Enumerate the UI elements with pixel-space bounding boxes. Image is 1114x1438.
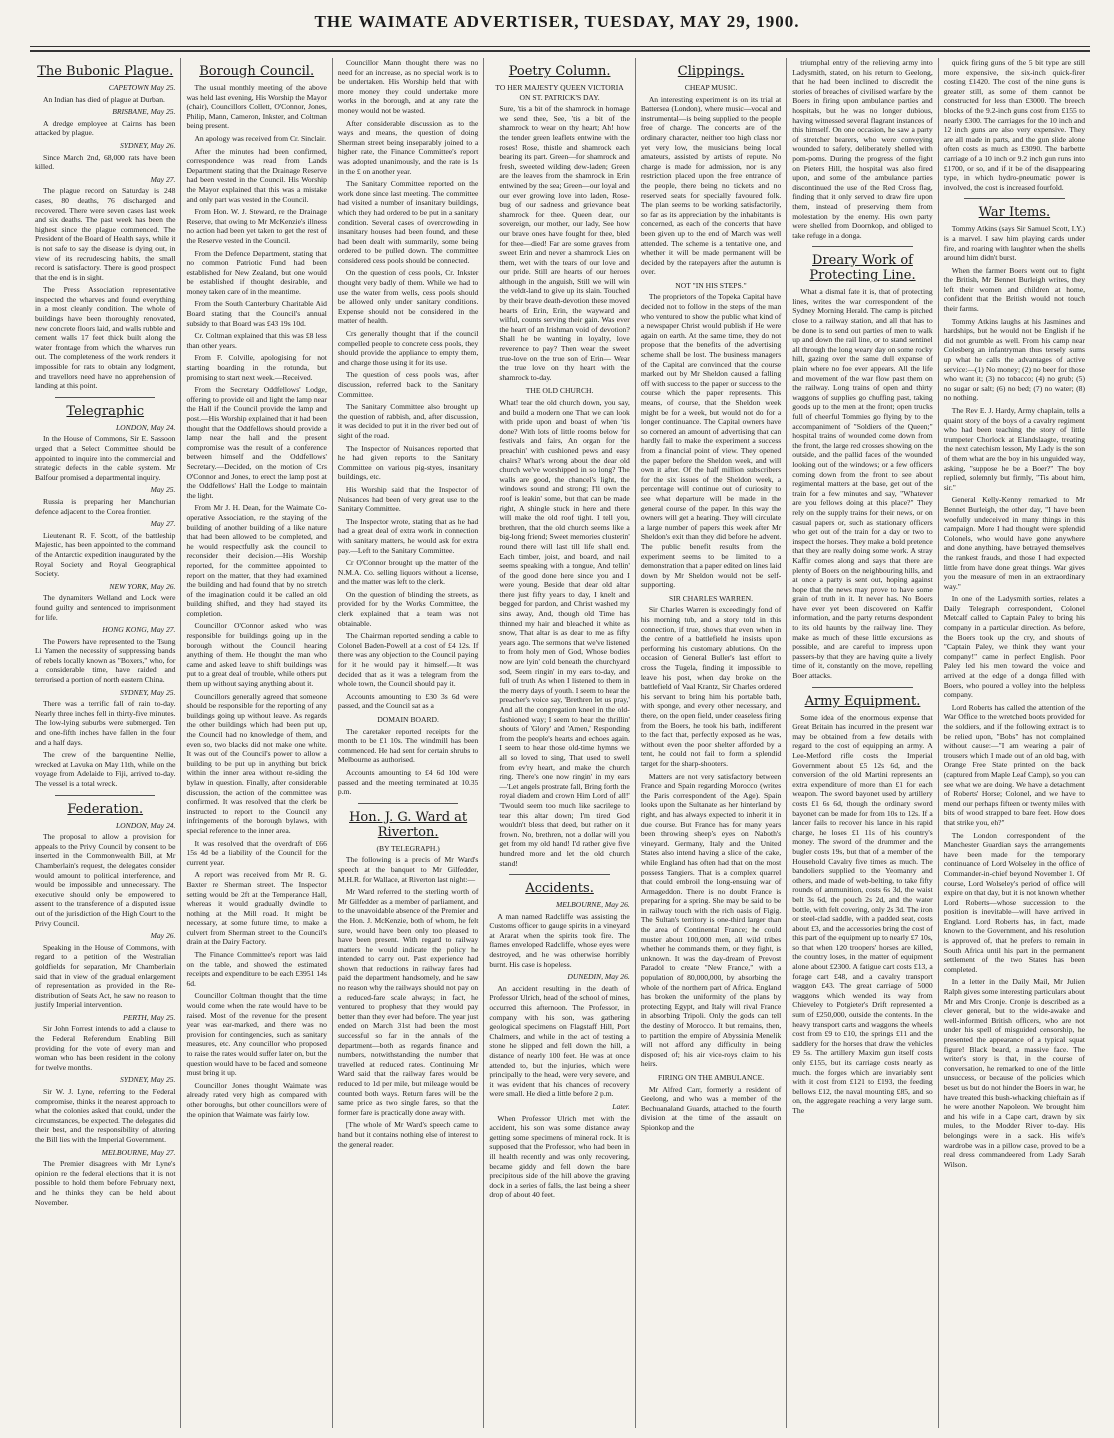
- paragraph: Russia is preparing her Manchurian defence adjacent to the Corea frontier.: [35, 496, 176, 516]
- paragraph: After the minutes had been confirmed, correspondence was read from Lands Department stating that the Drainage Reserve had been vested in the Council. His Worship the Mayor explained that this was a mistake and only part was vested in the Council.: [186, 146, 327, 204]
- dateline: PERTH, May 25.: [123, 1012, 176, 1022]
- masthead-rule: [30, 46, 1090, 47]
- article-heading: Poetry Column.: [508, 64, 611, 79]
- subheading: TO HER MAJESTY QUEEN VICTORIA ON ST. PATRICK'S DAY.: [495, 83, 624, 102]
- dateline: LONDON, May 24.: [115, 820, 176, 830]
- paragraph: In one of the Ladysmith sorties, relates a Daily Telegraph correspondent, Colonel Metcalf called to Captain Paley to bring his company in a particular direction. As before, the Boers took up the cry, and shouts of "Captain Paley, we think they want your company!" came in perfect English. Poor Paley led his men toward the voice and arrived at the edge of a donga filled with Boers, who poured a volley into the helpless company.: [943, 594, 1086, 700]
- article-body: [641, 83, 781, 1133]
- article-heading: Dreary Work of Protecting Line.: [809, 253, 916, 284]
- paragraph: Accounts amounting to £30 3s 6d were passed, and the Council sat as a: [337, 691, 479, 711]
- masthead-rule-double: [30, 50, 1090, 52]
- paragraph: Some idea of the enormous expense that Great Britain has incurred in the present war may be obtained from a few details with regard to the cost of equipping an army. A Lee-Metford rifle costs the Imperial Government about £5 12s 6d, and the conversion of the old Martini represents an extra expenditure of more than £1 for each weapon. The sword bayonet used by artillery costs £1 6s 6d, though the ordinary sword bayonet can be made for from 10s to 12s. If a lancer fails to recover his lance in his rapid charge, he loses £1 11s of his country's money. The sword of the drummer and the bugler costs 19s, but that of a member of the Household Cavalry five times as much. The bandoliers supplied to the Yeomanry and others, and made of web-belting, to take fifty rounds of ammunition, costs 6s 3d, the waist belt 3s 6d, the pouch 2s 2d, and the water bottle, with felt covering, only 2s 3d. The iron or steel-clad saddle, with a padded seat, costs about £3, and the accessories bring the cost of this part of the equipment up to nearly £7 10s, so that when 120 troopers' horses are killed, the country loses, in the matter of equipment alone about £2300. A fatigue cart costs £13, a forage cart £48, and a cavalry transport waggon £43. The great carriage of 5000 waggons which wended its way from Chieveley to Potgieter's Drift represented a sum of £250,000, outside the contents. In the heavy transport carts and waggons the wheels cost from £9 to £10, the springs £11 and the saddlery for the horses that draw the vehicles £9 5s. The artillery Maxim gun itself costs only £155, but its carriage costs nearly as much. the forges which are invariably sent with it cost from £121 to £193, the feeding bellows £12, the naval mounting £85, and so on, the aggregate reaching a very large sum. The: [792, 712, 933, 1115]
- paragraph: On the question of cess pools, Cr. Inkster thought very badly of them. While we had to use the water from wells, cess pools should be allowed only under sanitary conditions. Expense should not be considered in the matter of health.: [337, 268, 479, 326]
- article-body: [792, 58, 932, 240]
- article-heading: War Items.: [978, 205, 1051, 221]
- column-5: [636, 58, 787, 1428]
- article-body: [35, 821, 175, 1208]
- paragraph: The proprietors of the Topeka Capital have decided not to follow in the steps of the man who ventured to show the public what kind of a newspaper Christ would publish if He were again on earth. At the same time, they do not propose that the benefits of the advertising scheme shall be lost. The business managers of the Capital are convinced that the course marked out by Mr Sheldon caused a falling off with success to the paper or success to the course which the paper represents. This means, of course, that the Sheldon week might be for a week, but would not do for a longer continuance. The Capital owners have so cornered an amount of advertising that can hardly fail to make the experiment a success from a financial point of view. They opened the paper before the Sheldon week, and will own it after. Of the half million subscribers for the six issues of the Sheldon week, a percentage will continue out of curiosity to see what departure will be made in the general course of the paper. In this way the owners will get a hearing. They will circulate a large number of papers this week after Mr Sheldon's exit than they did before he advent. The public benefit results from the experiment seems to be limited to a demonstration that a paper edited on lines laid down by Mr Sheldon would not be self-supporting.: [640, 292, 782, 590]
- article-separator: [812, 687, 912, 688]
- article-body: [338, 844, 478, 1149]
- paragraph: Cr. Coltman explained that this was £8 less than other years.: [186, 331, 327, 350]
- paragraph: What a dismal fate it is, that of protecting lines, writes the war correspondent of the Sydney Morning Herald. The camp is pitched close to a railway station, and all that has to be done is to send out parties of men to walk up and down the rail line, or to stand sentinel all through the long weary day on some rocky hill, gazing over the same dull expanse of plain where no foe ever appears. All the life and movement of the war flow past them on the railway. Long trains of open and thirty waggons of supplies go chuffing past, taking goods up to the men at the front; open trucks full of cheerful Tommies go flying by to the accompaniment of "Soldiers of the Queen;" hospital trains of wounded come down from the front, the large red crosses showing on the outside, and the pallid faces of the wounded looking out of the windows; or a few officers coming down from the front to see about regimental matters at the base, get out of the train for a few minutes and say, "Whatever are you fellows doing at this place?" They rely on the supply trains for their news, or on casual papers or, such as stationary officers who get out of the train for a day or two to inspect the horses. They make a bold pretence that they are really doing some work. A stray Kaffir comes along and says that there are plenty of Boers on the neighbouring hills, and at once a party is sent out, hoping against hope that the news may prove to have some grain of truth in it. It never has. No Boers have ever yet been discovered on Kaffir information, and the party returns despondent to its old haunts by the railway line. They make as much of these little excursions as possible, and are careful to impress upon passers-by that they are having quite a lively time of it, constantly on the move, repelling Boer attacks.: [792, 287, 933, 681]
- paragraph: Cr O'Connor brought up the matter of the N.M.A. Co. selling liquors without a license, and the matter was left to the clerk.: [337, 558, 479, 587]
- paragraph: The plague record on Saturday is 248 cases, 80 deaths, 76 discharged and recovered. There were seven cases last week and six deaths. The past week has been the highest since the plague commenced. The President of the Board of Health says, while it is not safe to say the disease is dying out, in view of its recrudescing habits, the small record is satisfactory. There is good prospect that the end is in sight.: [35, 186, 176, 282]
- paragraph: His Worship said that the Inspector of Nuisances had been of very great use to the Sanitary Committee.: [337, 484, 479, 514]
- paragraph: The Chairman reported sending a cable to Colonel Baden-Powell at a cost of £4 12s. If there was any objection to the Council paying for it he would pay it himself.—It was decided that as it was a telegram from the whole town, the Council should pay it.: [337, 631, 479, 689]
- paragraph: [The whole of Mr Ward's speech came to hand but it contains nothing else of interest to the general reader.: [337, 1120, 479, 1149]
- dateline: May 25.: [150, 485, 176, 495]
- paragraph: Since March 2nd, 68,000 rats have been killed.: [35, 152, 176, 172]
- section-subtitle: NOT "IN HIS STEPS.": [675, 280, 747, 290]
- paragraph: An accident resulting in the death of Professor Ulrich, head of the school of mines, occurred this afternoon. The Professor, in company with his son, was gathering geological specimens on Flagstaff Hill, Port Chalmers, and while in the act of testing a stone he slipped and fell down the hill, a distance of nearly 100 feet. He was at once attended to, but the injuries, which were principally to the head, were very severe, and it was evident that his chances of recovery were small. He died a little before 2 p.m.: [489, 983, 630, 1099]
- poem: [489, 398, 629, 868]
- paragraph: Councillor O'Connor asked who was responsible for buildings going up in the borough without the Council hearing anything of them. He thought the man who came and asked leave to shift buildings was put to a great deal of trouble, while others put them up without saying anything about it.: [186, 621, 327, 689]
- dateline: BRISBANE, May 25.: [112, 107, 176, 117]
- column-1: [30, 58, 181, 1428]
- paragraph: Sir W. J. Lyne, referring to the Federal compromise, thinks it the nearest approach to what the colonies asked that could, under the circumstances, be expected. The delegates did their best, and the responsibility of altering the Bill lies with the Imperial Government.: [35, 1087, 176, 1144]
- paragraph: The Press Association representative inspected the wharves and found everything in a most cleanly condition. The whole of buildings have been thoroughly renovated, new concrete floors laid, and walls rubble and cement walls 17 feet thick built along the water frontage from which the wharves run out. The completeness of the work renders it impossible for rats to obtain any lodgment, and travellors need have no apprehension of landing at this point.: [35, 285, 176, 391]
- dateline: DUNEDIN, May 26.: [567, 972, 630, 982]
- paragraph: The proposal to allow a provision for appeals to the Privy Council by consent to be inserted in the Commonwealth Bill, at Mr Chamberlain's request, the delegates consider would amount to political interference, and would be impossible and unnecessary. The executive should only be empowered to assent to the transference of a disputed issue out of the jurisdiction of the High Court to the Privy Council.: [35, 832, 176, 928]
- dateline: SYDNEY, May 25.: [120, 687, 176, 697]
- article-separator: [55, 397, 155, 398]
- paragraph: The following is a precis of Mr Ward's speech at the banquet to Mr Gilfedder, M.H.R. for Wallace, at Riverton last night:—: [337, 855, 479, 884]
- dateline: MELBOURNE, May 27.: [101, 1147, 176, 1157]
- article-separator: [509, 874, 609, 875]
- poem-text: Sure, 'tis a bit of the shamrock in homage we send thee, See, 'tis a bit of the shamrock to wear on thy heart; Ah! how the tender green leaflets entwine with the roses! Rose, thistle and shamrock each bearing its part. Green—for shamrock and fresh, sweeted wilding dew-laden; Green are the leaves from the shamrock in Erin entwined by the sea; Green—our loyal and our ever growing love into laden, Rose-bug of our sadness and grievance beat shamrock for thee. Queen dear, our sovereign, our mother, our lady, See how our brave ones have fought for thee, bled for thee—died! Far are some graves from sweet Erin and never a shamrock Lies on them, wet with the tears of our love and our pride. Still are hearts of our heroes although in the anguish, Still we will win the veldt-land to give up its slain. Touched by their brave death-devotion these moved hearts of Erin, Erin, the wayward and wilful, counts serving their gain. Was ever the heart of an Irishman void of devotion? Shall he be wanting in loyalty, love reverence to pay? Then wear the sweet true-love on the true son of Erin— Wear the true love on thy heart with the shamrock to-day.: [499, 104, 630, 382]
- column-3: [333, 58, 484, 1428]
- column-2: [181, 58, 332, 1428]
- paragraph: There was a terrific fall of rain to-day. Nearly three inches fell in thirty-five minutes. The low-lying suburbs were submerged. Ten and one-fifth inches have fallen in the four and a half days.: [35, 699, 176, 747]
- article-body: [338, 58, 478, 797]
- dateline: May 27.: [150, 519, 176, 529]
- paragraph: Crs generally thought that if the council compelled people to concrete cess pools, they should provide the appliance to empty them, and charge those using it for its use.: [337, 329, 479, 367]
- poem: [489, 104, 629, 382]
- paragraph: Speaking in the House of Commons, with regard to a petition of the Westralian goldfields for separation, Mr Chamberlain said that in view of the gradual enlargement of representation as provided in the Re-distribution of Seats Act, he saw no reason to justify Imperial intervention.: [35, 942, 176, 1010]
- paragraph: Councillors generally agreed that someone should be responsible for the reporting of any buildings going up without leave. As regards the other buildings which had been put up, the Council had no knowledge of them, and even so, two blacks did not make one white. It was out of the Council's power to allow a building to be put up in anything but brick within the inner area without re-siding the bylaw in question. Finally, after considerable discussion, the action of the committee was confirmed. It was resolved that the clerk be instructed to report to the Council any infringements of the borough bylaws, with special reference to the inner area.: [186, 691, 327, 835]
- article-heading: Telegraphic: [66, 403, 145, 419]
- paragraph: When Professor Ulrich met with the accident, his son was some distance away getting some specimens of mineral rock. It is supposed that the Professor, who had been in ill health recently and was only recovering, became giddy and fell down the bare precipitous side of the hill above the graving dock in a series of falls, the last being a sheer drop of about 40 feet.: [489, 1113, 630, 1200]
- section-subtitle: FIRING ON THE AMBULANCE.: [657, 1072, 765, 1082]
- article-heading: Clippings.: [677, 64, 745, 79]
- article-heading: Army Equipment.: [804, 693, 921, 709]
- paragraph: Tommy Atkins laughs at his Jasmines and hardships, but he would not be English if he did not grumble as well. From his camp near Colesberg an infantryman thus tersely sums up what he calls the advantages of active service:—(1) No money; (2) no beer for those who want it; (3) no tobacco; (4) no grub; (5) no sugar or salt; (6) no bed; (7) no water; (8) no nothing.: [943, 316, 1086, 403]
- paragraph: An apology was received from Cr. Sinclair.: [194, 133, 327, 143]
- paragraph: After considerable discussion as to the ways and means, the question of doing Sherman street being inseparably joined to a higher rate, the Finance Committee's report was adopted unanimously, and the rate is 1s in the £ on another year.: [337, 118, 479, 176]
- paragraph: Lieutenant R. F. Scott, of the battleship Majestic, has been appointed to the command of the Antarctic expedition inaugurated by the Royal Society and Royal Geographical Society.: [35, 530, 176, 579]
- poem-text: What! tear the old church down, you say, and build a modern one That we can look with pride upon and boast of when 'tis done? With lots of little rooms below for festivals and fairs, An organ for the preachin' with cushioned pews and easy chairs? What's wrong about the dear old church we've worshipped in so long? The walls are good, the chancel's light, the windows sound and strong; I'll own the roof is leakin' some, but that can be made right, A shingle stuck in here and there will make the old roof tight. I tell you, brethren, that the old church seems like a big-long friend; Sweet memories clusterin' round there will last till life shall end. Each timber, joist, and board, and nail seems speaking with a tongue, And tellin' of the good done here since you and I were young. Beside that dear old altar there just fifty years to day, I knelt and begged for pardon, and Christ washed my sins away, And, though old Time has thinned my hair and bleached it white as snow, That altar is as dear to me as fifty years ago. The sermons that we've listened to from holy men of God, Whose bodies now are lyin' cold beneath the churchyard sod, Seem ringin' in my ears to-day, and full of truth As when I listened to them in the merry days of youth. I seem to hear the preacher's voice say, 'Brethren let us pray,' And all the congregation kneel in the old-fashioned way; I seem to hear the thrillin' shouts of 'Glory' and 'Amen,' Responding from the people's hearts and echoes again. I seem to hear those old-time hymns we all so loved to sing, That used to swell from ev'ry heart, and make the church ring. There's one now ringin' in my ears—'Let angels prostrate fall, Bring forth the royal diadem and crown Him Lord of all!' 'Twould seem too much like sacrilege to tear this altar down; I'm tired God wouldn't bless that deed, but rather on it frown. No, brethren, not a dollar will you get from my old hand! I'd rather give five hundred more and let the old church stand!: [499, 398, 630, 868]
- paragraph: In a letter in the Daily Mail, Mr Julien Ralph gives some interesting particulars about Mr and Mrs Cronje. Cronje is described as a clever general, but to the wide-awake and well-informed British officers, who are not under his spell of misguided censorship, he presented the appearance of a typical squat figure! Black beard, a massive face. The writer's story is that, in the course of conversation, he remarked to one of the little unsuccess, or because of the policies which beset us but do not hinder the Boers in war, he have treated this bush-whacking chieftain as if he were another Napoleon. We brought him and his wife in a Cape cart, drawn by six mules, to the Modder River to-day. His belongings were in a sack. His wife's wardrobe was in a pillow case, proved to be a real dress commandeered from Lady Sarah Wilson.: [943, 977, 1086, 1169]
- dateline: LONDON, May 24.: [115, 422, 176, 432]
- article-body: [489, 900, 629, 1200]
- dateline: May 26.: [150, 931, 176, 941]
- paragraph: The Finance Committee's report was laid on the table, and showed the estimated receipts and expenditure to be each £3951 14s 6d.: [186, 950, 327, 988]
- paragraph: Councillor Mann thought there was no need for an increase, as no special work is to be undertaken. His Worship held that with more money they could undertake more works in the borough, and at any rate the money would not be wasted.: [337, 58, 479, 115]
- article-body: [35, 423, 175, 789]
- section-subtitle: CHEAP MUSIC.: [684, 83, 738, 92]
- dateline: NEW YORK, May 26.: [109, 581, 176, 591]
- article-separator: [55, 795, 155, 796]
- paragraph: quick firing guns of the 5 bit type are still more expensive, the six-inch quick-firer costing £1420. The cost of the nine guns is greater still, as some of them cannot be constructed for less than £3000. The breech blocks of the 9.2-inch guns cost from £155 to nearly £300. The carriages for the 10 inch and 12 inch guns are also very expensive. They are all made in parts, and the gun slide alone often costs as much as £3090. The barbette carriage of a 10 inch or 9.2 inch gun runs into £1700, or so, and if it be of the disappearing type, in which hydro-pneumatic power is involved, the cost is increased fourfold.: [943, 58, 1086, 192]
- paragraph: Tommy Atkins (says Sir Samuel Scott, I.Y.) is a marvel. I saw him playing cards under fire, and roaring with laughter when the shells around him didn't burst.: [943, 224, 1086, 263]
- column-7: [939, 58, 1090, 1428]
- article-body: [35, 83, 175, 391]
- paragraph: From the Secretary Oddfellows' Lodge, offering to provide oil and light the lamp near the Hall if the Council provide the lamp and post.—His Worship explained that it had been thought that the Oddfellows should provide a lamp near the hall and the present compromise was the result of a conference between himself and the Oddfellows' Secretary.—Decided, on the motion of Crs O'Connor and Jones, to erect the lamp post at the Oddfellows' Hall the Lodge to maintain the light.: [186, 385, 327, 500]
- dateline: May 27.: [150, 174, 176, 184]
- paragraph: From the South Canterbury Charitable Aid Board stating that the Council's annual subsidy to that Board was £43 19s 10d.: [186, 299, 327, 328]
- paragraph: The crew of the barquentine Nellie, wrecked at Lavuka on May 11th, while on the voyage from Adelaide to Fiji, arrived to-day. The vessel is a total wreck.: [35, 750, 176, 788]
- paragraph: The usual monthly meeting of the above was held last evening, His Worship the Mayor (chair), Councillors Collett, O'Connor, Jones, Philip, Mann, Cameron, Inkster, and Coltman being present.: [186, 83, 327, 131]
- paragraph: Lord Roberts has called the attention of the War Office to the wretched boots provided for the soldiers, and if the following extract is to be relied upon, "Bobs" has not complained without cause:—"I am wearing a pair of trousers which I made out of an old bag, with Orange Free State printed on the back (captured from Maple Leaf Camp), so you can see what we are doing. We have a detachment of Roberts' Horse; Colonel, and we have to mend our perhaps fifteen or twenty miles with bits of wood strapped to bare feet. How does that strike you, eh?": [943, 702, 1086, 827]
- paragraph: Sir Charles Warren is exceedingly fond of his morning tub, and a story told in this connection, if true, shows that even when in the centre of a battlefield he insists upon performing his customary ablutions. On the occasion of General Buller's last effort to cross the Tugela, finding it impossible to leave his post, when day broke on the battlefield of Vaal Krantz, Sir Charles ordered his servant to bring him his portable bath, with sponge, and every other necessary, and there, on the open field, under ceaseless firing from the Boers, he took his bath, indifferent to the fact that, perfectly exposed as he was, without even the poor shelter afforded by a tent, he could not fail to form a splendid target for the sharp-shooters.: [640, 605, 782, 768]
- paragraph: On the question of blinding the streets, as provided for by the Works Committee, the clerk explained that a team was not obtainable.: [337, 589, 479, 628]
- paragraph: The Inspector wrote, stating that as he had had a great deal of extra work in connection with sanitary matters, he would ask for extra pay.—Left to the Sanitary Committee.: [337, 516, 479, 555]
- paragraph: triumphal entry of the relieving army into Ladysmith, stated, on his return to Geelong, that he had been inclined to discredit the stories of breaches of civilised warfare by the Boers in firing upon ambulance parties and hospitals, but he was no longer dubious, having witnessed several flagrant instances of this himself. On one occasion, he saw a party of stretcher bearers, who were conveying wounded to safety, deliberately shelled with pom-poms. During the progress of the fight on Pieters Hill, the hospital was also fired upon, and some of the ambulance parties discontinued the use of the Red Cross flag, finding that it only served to draw fire upon them, instead of preserving them from molestation by the enemy. His own party were shelled from Doornkop, and obliged to take refuge in a donga.: [792, 58, 933, 240]
- article-body: [489, 83, 629, 868]
- dateline: CAPETOWN May 25.: [108, 83, 176, 92]
- paragraph: The Rev E. J. Hardy, Army chaplain, tells a quaint story of the boys of a cavalry regiment who had been teaching the story of little trumpeter Chorlock at Elandslaagte, treating the next catechism lesson, My Lady is the son of them what are the boy in his unguided way, asking, "suppose he be a Boer?" The boy replied, solemnly but firmly, "Tis about him, sir.": [943, 406, 1086, 492]
- paragraph: From Hon. W. J. Steward, re the Drainage Reserve, that owing to Mr McKenzie's illness no action had been yet taken to get the rest of the Reserve vested in the Council.: [186, 207, 327, 245]
- article-heading: Borough Council.: [199, 64, 315, 79]
- article-body: [186, 83, 326, 1119]
- paragraph: The Sanitary Committee also brought up the question of rabbish, and, after discussion, it was decided to put it in the river bed out of sight of the road.: [337, 402, 479, 440]
- paragraph: Accounts amounting to £4 6d 10d were passed and the meeting terminated at 10.35 p.m.: [337, 767, 479, 797]
- paragraph: An Indian has died of plague at Durban.: [43, 94, 165, 104]
- paragraph: General Kelly-Kenny remarked to Mr Bennet Burleigh, the other day, "I have been woefully undeceived in many things in this campaign. More I had thought were splendid Colonels, who would have gone anywhere and done anything, have betrayed themselves the rankest frauds, and those I had expected little from have done great things. War gives you the measure of men in an extraordinary way.": [943, 495, 1086, 591]
- paragraph: Mr Alfred Carr, formerly a resident of Geelong, and who was a member of the Bechuanaland Guards, attached to the fourth division at the time of the assault on Spionkop and the: [640, 1084, 782, 1132]
- paragraph: The Inspector of Nuisances reported that he had given reports to the Sanitary Committee on various pig-styes, insanitary buildings, etc.: [337, 443, 479, 482]
- paragraph: The Sanitary Committee reported on the work done since last meeting. The committee had visited a number of insanitary buildings, which they had ordered to be put in a sanitary condition. Several cases of overcrowding in insanitary houses had been found, and these had been dealt with summarily, some being ordered to be pulled down. The committee considered cess pools should be connected.: [337, 179, 479, 265]
- article-heading: Federation.: [67, 801, 144, 817]
- paragraph: An interesting experiment is on its trial at Battersea (London), where music—vocal and instrumental—is being supplied to the people free of charge. The concerts are of the ordinary character, neither too high class nor yet very low, the musicians being local amateurs, assisted by artists of repute. No charge is made for admission, nor is any restriction placed upon the free entrance of the people, there being no tickets and no reserved seats for specially favoured folk. The plan seems to be working satisfactorily, so far as its appreciation by the inhabitants is concerned, as each of the concerts that have been given up to the end of March was well attended. The scheme is a tentative one, and whether it will be made permanent will be decided by the ratepayers after the autumn is over.: [640, 94, 782, 277]
- paragraph: From F. Colville, apologising for not starting boarding in the rotunda, but promising to start next week.—Received.: [186, 353, 327, 382]
- dateline: SYDNEY, May 26.: [120, 140, 176, 150]
- newspaper-page: [30, 58, 1090, 1428]
- paragraph: In the House of Commons, Sir E. Sassoon urged that a Select Committee should be appointed to inquire into the commercial and strategic defects in the cable system. Mr Balfour promised a departmental inquiry.: [35, 434, 176, 482]
- paragraph: A dredge employee at Cairns has been attacked by plague.: [35, 118, 176, 138]
- column-6: [787, 58, 938, 1428]
- dateline: Later.: [612, 1101, 630, 1111]
- paragraph: From the Defence Department, stating that no common Patriotic Fund had been established for New Zealand, but one would be established if thought desirable, and money taken care of in the meantime.: [186, 248, 327, 296]
- section-subtitle: SIR CHARLES WARREN.: [669, 593, 754, 603]
- paragraph: From Mr J. H. Dean, for the Waimate Co-operative Association, re the staying of the building of another building of a like nature that had been allowed to be completed, and he would respectfully ask the council to reconsider their decision.—His Worship reported, for the committee appointed to report on the matter, that they had examined the building and had found that by no stretch of the imagination could it be called an old building shifted, and they had stayed its completion.: [186, 503, 327, 618]
- paragraph: The Powers have represented to the Tsung Li Yamen the necessity of suppressing bands of rebels locally known as "Boxers," who, for a considerable time, have raided and terrorised a portion of north eastern China.: [35, 636, 176, 685]
- article-heading: Hon. J. G. Ward at Riverton.: [349, 809, 468, 840]
- paragraph: Mr Ward referred to the sterling worth of Mr Gilfedder as a member of parliament, and to the unavoidable absence of the Premier and the Hon. J. McKenzie, both of whom, he felt sure, would have been only too pleased to have been present. With regard to railway matters he would indicate the policy he intended to carry out. Past experience had shown that reductions in railway fares had paid the department handsomely, and he saw no reason why the railways should not pay on a reduced-fare scale always; in fact, he ventured to prophesy that they would pay better than they ever had before. The year just ended on March 31st had been the most successful so far in the annals of the department—both as regards finance and numbers, notwithstanding the number that travelled at reduced rates. Continuing Mr Ward said that the railway fares would be reduced to 1d per mile, but mileage would be counted both ways. Return fares will be the same price as two single fares, so that the former fare is practically done away with.: [337, 887, 479, 1117]
- article-separator: [358, 803, 458, 804]
- article-body: [944, 224, 1085, 1169]
- article-heading: Accidents.: [525, 881, 594, 897]
- paragraph: Councillor Jones thought Waimate was already rated very high as compared with other boroughs, but other councillors were of the opinion that Waimate was fairly low.: [186, 1080, 327, 1119]
- paragraph: When the farmer Boers went out to fight the British, Mr Bennet Burleigh writes, they left their women and children at home, confident that the British would not touch their farms.: [943, 265, 1086, 314]
- article-heading: The Bubonic Plague.: [37, 64, 174, 79]
- subheading: (BY TELEGRAPH.): [376, 843, 440, 853]
- dateline: MELBOURNE, May 26.: [555, 900, 630, 910]
- paragraph: The caretaker reported receipts for the month to be £1 10s. The windmill has been commenced. He had sent for certain shrubs to Melbourne as authorised.: [337, 726, 479, 765]
- paragraph: The Premier disagrees with Mr Lyne's opinion re the federal elections that it is not possible to hold them before February next, and he thinks they can be held about November.: [35, 1159, 176, 1207]
- article-body: [792, 713, 932, 1116]
- article-separator: [964, 198, 1065, 199]
- paragraph: It was resolved that the overdraft of £66 15s 4d be a liability of the Council for the current year.: [186, 838, 327, 867]
- paragraph: Sir John Forrest intends to add a clause to the Federal Referendum Enabling Bill providing for the vote of every man and woman who has been resident in the colony for twelve months.: [35, 1024, 176, 1072]
- section-subtitle: DOMAIN BOARD.: [377, 715, 439, 724]
- paragraph: The dynamiters Welland and Lock were found guilty and sentenced to imprisonment for life.: [35, 593, 176, 622]
- section-subtitle: THE OLD CHURCH.: [525, 386, 594, 396]
- dateline: SYDNEY, May 25.: [120, 1075, 176, 1085]
- dateline: HONG KONG, May 27.: [102, 625, 176, 635]
- paragraph: Councillor Coltman thought that the time would come when the rate would have to be raised. Most of the revenue for the present year was ear-marked, and there was no provision for contingencies, such as sanitary measures, etc. Any councillor who proposed to raise the rates would suffer later on, but the question would have to be faced and someone must bring it up.: [186, 991, 327, 1078]
- article-body: [944, 58, 1085, 192]
- paragraph: The question of cess pools was, after discussion, referred back to the Sanitary Committee.: [337, 370, 479, 399]
- column-4: [484, 58, 635, 1428]
- paragraph: A report was received from Mr R. G. Baxter re Sherman street. The Inspector setting would be 2ft at the Temperance Hall, whereas it would gradually dwindle to nothing at the Mill road. It might be necessary, at some future time, to make a culvert from Sherman street to the Council's drain at the Dairy Factory.: [186, 870, 327, 947]
- paragraph: Matters are not very satisfactory between France and Spain regarding Morocco (writes the Paris correspondent of the Age). Spain looks upon the Sultanate as her hinterland by right, and has always expected to inherit it in due course. But France has for many years been throwing sheep's eyes on Naboth's vineyard. Germany, Italy and the United States also intend having a slice of the cake, while England has often had that on the most possess Tangiers. That is a complex quarrel that could embroil the long-ensuing war of Armageddon. There is no doubt France is preparing for a spring. She may be said to be in railway touch with the rich oasis of Figig. The Sultan's territory is one-third larger than the area of Continental France; he could muster about 100,000 men, all wild tribes whether he commands them, or they fight, is unknown. It was the day-dream of Prevost Paradol to create "New France," with a population of 80,000,000, by absorbing the whole of the northern part of Africa. England has broken the uniformity of the plans by protecting Egypt, and Italy will rival France in absorbing Tripoli. Only the gods can tell the destiny of Morocco. It but remains, then, to partition the empire of Abyssinia Menelik will not afford any difficulty in being disposed of; his air vice-roys claim to his heirs.: [640, 771, 782, 1069]
- article-body: [792, 287, 932, 680]
- masthead: THE WAIMATE ADVERTISER, TUESDAY, MAY 29, 1900.: [314, 12, 800, 31]
- article-separator: [812, 246, 912, 247]
- paragraph: The London correspondent of the Manchester Guardian says the arrangements have been made for the temporary continuance of Lord Wolseley in the office of Commander-in-chief beyond November 1. Of course, Lord Wolseley's period of office will expire on that day, but it is not known whether Lord Roberts—whose succession to the position is inevitable—will have arrived in England. Lord Roberts has, in fact, made known to the Government, and his resolution is approved of, that he prefers to remain in South Africa until his part in the permanent settlement of the two States has been completed.: [943, 830, 1086, 974]
- paragraph: A man named Radcliffe was assisting the Customs officer to gauge spirits in a vineyard at Ararat when the spirits took fire. The flames enveloped Radcliffe, whose eyes were destroyed, and he was otherwise horribly burnt. His case is hopeless.: [489, 911, 630, 969]
